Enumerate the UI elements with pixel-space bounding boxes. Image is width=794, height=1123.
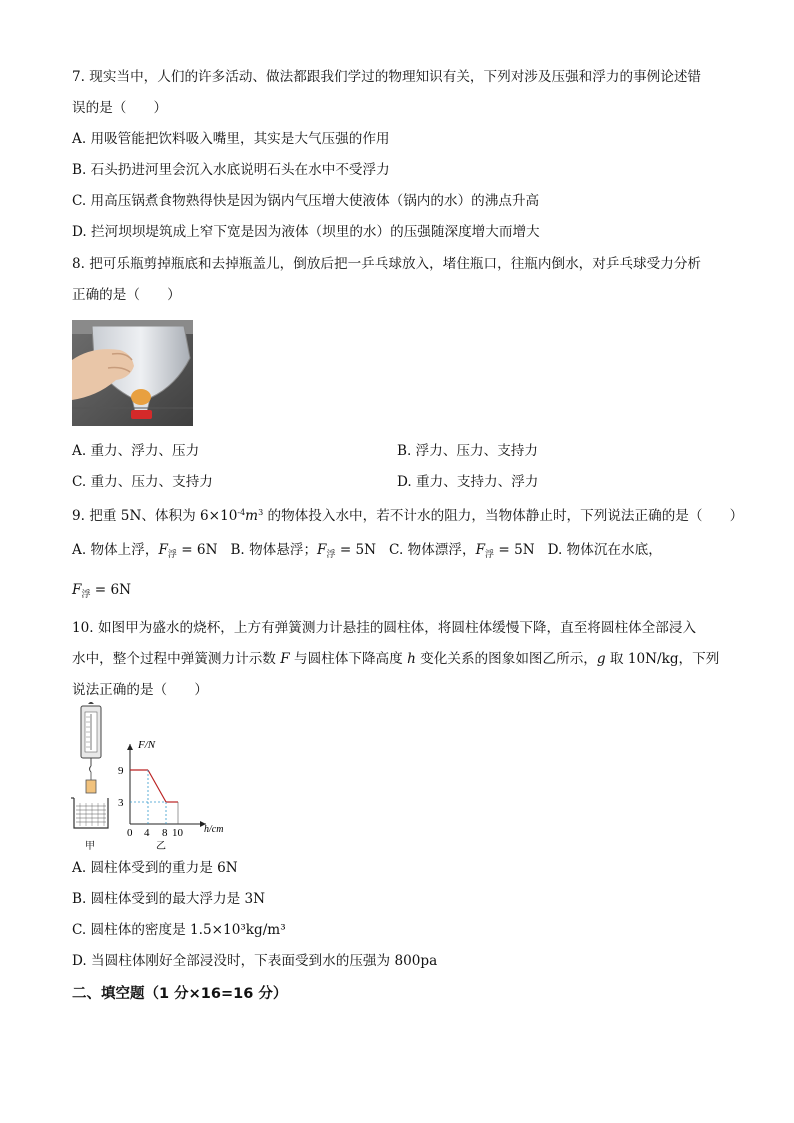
q9-option-a-f: F — [158, 542, 168, 558]
q9-options-row — [72, 540, 662, 565]
q10-option-c: C. 圆柱体的密度是 1.5×10³kg/m³ — [72, 922, 286, 938]
q8-option-b: B. 浮力、压力、支持力 — [397, 443, 538, 459]
q7-stem-line1: 7. 现实当中，人们的许多活动、做法都跟我们学过的物理知识有关，下列对涉及压强和浮力的事例论述错 — [72, 69, 702, 85]
graph-y-tick-9: 9 — [118, 765, 124, 777]
q7-option-d: D. 拦河坝坝堤筑成上窄下宽是因为液体（坝里的水）的压强随深度增大而增大 — [72, 224, 540, 240]
q8-stem-line1: 8. 把可乐瓶剪掉瓶底和去掉瓶盖儿，倒放后把一乒乓球放入，堵住瓶口，往瓶内倒水，对乒乓球受力分析 — [72, 256, 702, 272]
section-2-title: 二、填空题（1 分×16=16 分） — [72, 986, 288, 1002]
q10-option-a: A. 圆柱体受到的重力是 6N — [72, 860, 238, 876]
q10-stem-F: F — [280, 651, 290, 667]
q10-stem-line2-b: 与圆柱体下降高度 — [289, 651, 408, 667]
q9-option-d-cont — [72, 580, 131, 605]
q10-stem-line2-c: 变化关系的图象如图乙所示， — [415, 651, 597, 667]
q10-figure — [68, 702, 248, 854]
figure-label-yi: 乙 — [156, 841, 166, 852]
spring-scale — [81, 702, 101, 780]
figure-label-jia: 甲 — [85, 841, 95, 852]
q10-stem-line2 — [72, 649, 719, 669]
q10-stem-line1: 10. 如图甲为盛水的烧杯，上方有弹簧测力计悬挂的圆柱体，将圆柱体缓慢下降，直至将圆柱体全部浸入 — [72, 620, 697, 636]
graph-x-tick-10: 10 — [172, 827, 183, 839]
graph-x-tick-4: 4 — [144, 827, 150, 839]
q7-option-b: B. 石头扔进河里会沉入水底说明石头在水中不受浮力 — [72, 162, 390, 178]
q9-option-b-sub: 浮 — [326, 550, 336, 560]
q9-option-d-value: = 6N — [90, 582, 132, 598]
q8-stem-line2: 正确的是（ ） — [72, 287, 181, 303]
q9-option-a-sub: 浮 — [167, 550, 177, 560]
graph-x-tick-0: 0 — [127, 827, 133, 839]
q9-stem-unit: m — [245, 508, 259, 524]
q10-stem-g: g — [596, 651, 606, 667]
q7-option-a: A. 用吸管能把饮料吸入嘴里，其实是大气压强的作用 — [72, 131, 390, 147]
q9-option-c-value: = 5N — [494, 542, 535, 558]
q9-option-b-value: = 5N — [335, 542, 377, 558]
q9-stem-exponent: -4 — [237, 508, 246, 517]
q7-option-c: C. 用高压锅煮食物熟得快是因为锅内气压增大使液体（锅内的水）的沸点升高 — [72, 193, 540, 209]
q9-stem-part1: 9. 把重 5N、体积为 6×10 — [72, 508, 238, 524]
bottle-pingpong-photo — [72, 320, 193, 426]
q9-stem-part2: 的物体投入水中，若不计水的阻力，当物体静止时，下列说法正确的是（ ） — [263, 508, 744, 524]
q8-option-a: A. 重力、浮力、压力 — [72, 443, 200, 459]
q9-option-b-text: B. 物体悬浮； — [230, 542, 318, 558]
q10-stem-line2-d: 取 10N/kg，下列 — [605, 651, 720, 667]
beaker — [71, 798, 108, 828]
q9-stem-unit-exponent: 3 — [258, 508, 264, 517]
q10-option-d: D. 当圆柱体刚好全部浸没时，下表面受到水的压强为 800pa — [72, 953, 438, 969]
q10-stem-h: h — [407, 651, 416, 667]
q10-stem-line2-a: 水中，整个过程中弹簧测力计示数 — [72, 651, 281, 667]
q10-option-b: B. 圆柱体受到的最大浮力是 3N — [72, 891, 266, 907]
q9-option-a-text: A. 物体上浮， — [72, 542, 159, 558]
graph-x-tick-8: 8 — [162, 827, 168, 839]
q9-option-b-f: F — [317, 542, 327, 558]
q9-option-d-f: F — [72, 582, 82, 598]
force-height-graph — [118, 739, 223, 839]
graph-line-segment-2 — [148, 770, 166, 802]
graph-x-axis-label: h/cm — [204, 824, 224, 835]
q9-stem — [72, 503, 743, 526]
q7-stem-line2: 误的是（ ） — [72, 100, 168, 116]
q9-option-c-sub: 浮 — [485, 550, 495, 560]
q9-option-d-text: D. 物体沉在水底， — [547, 542, 662, 558]
graph-y-tick-3: 3 — [118, 797, 124, 809]
graph-y-axis-label: F/N — [138, 739, 156, 751]
q9-option-c-text: C. 物体漂浮， — [389, 542, 476, 558]
q8-option-d: D. 重力、支持力、浮力 — [397, 474, 539, 490]
q10-stem-line3: 说法正确的是（ ） — [72, 682, 208, 698]
q9-option-c-f: F — [475, 542, 486, 558]
q8-option-c: C. 重力、压力、支持力 — [72, 474, 213, 490]
cylinder — [86, 780, 96, 793]
q9-option-d-sub: 浮 — [81, 590, 91, 600]
q9-option-a-value: = 6N — [176, 542, 218, 558]
